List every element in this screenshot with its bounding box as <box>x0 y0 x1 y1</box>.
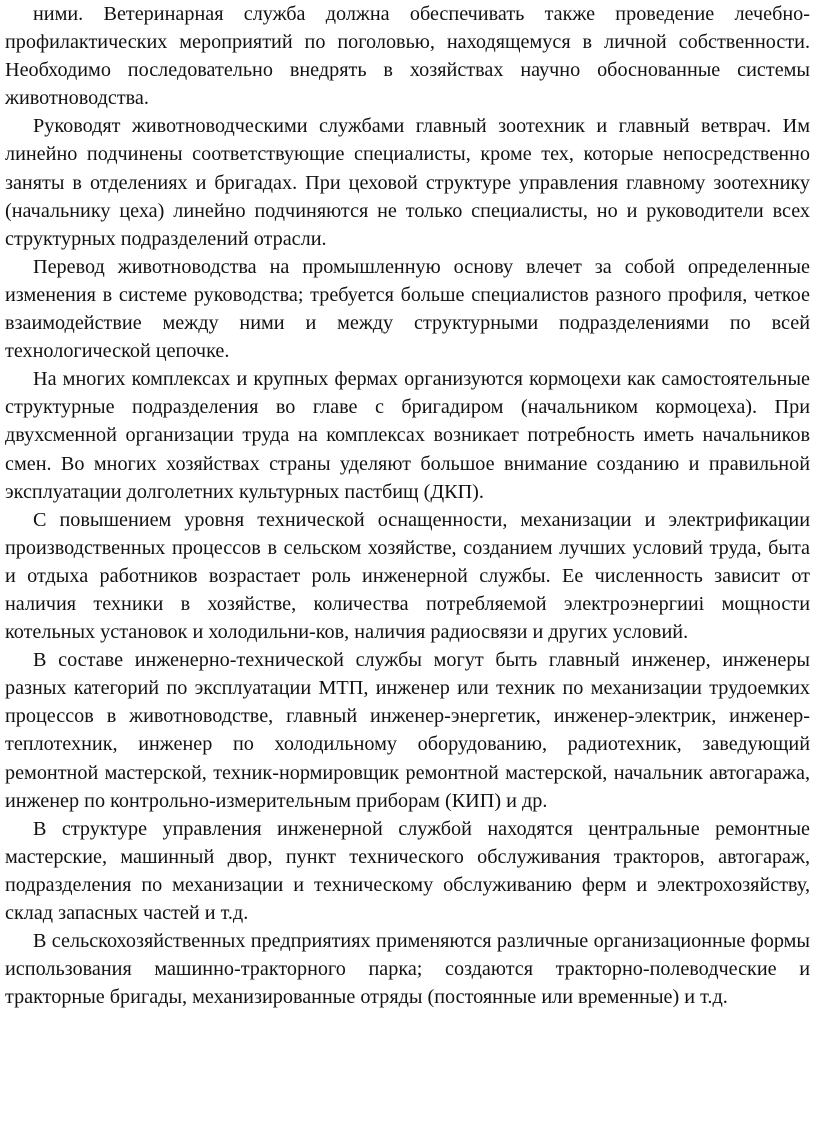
paragraph-3: Перевод животноводства на промышленную основу влечет за собой определенные изменения в системе руководства; требуется больше специалистов разного профиля, четкое взаимодействие между ними и между структурными подразделениями по всей технологической цепочке. <box>5 255 810 363</box>
paragraph-5: С повышением уровня технической оснащенности, механизации и электрификации производственных процессов в сельском хозяйстве, созданием лучших условий труда, быта и отдыха работников возрастает роль инженерной службы. Ее численность зависит от наличия техники в хозяйстве, количества потребляемой электроэнергииі мощности котельных установок и холодильни-ков, наличия радиосвязи и других условий. <box>5 508 810 644</box>
paragraph-1: ними. Ветеринарная служба должна обеспечивать также проведение лечебно-профилактических мероприятий по поголовью, находящемуся в личной собственности. Необходимо последовательно внедрять в хозяйствах научно обоснованные системы животноводства. <box>5 3 810 110</box>
paragraph-6: В составе инженерно-технической службы могут быть главный инженер, инженеры разных категорий по эксплуатации МТП, инженер или техник по механизации трудоемких процессов в животноводстве, главный инженер-энергетик, инженер-электрик, инженер-теплотехник, инженер по холодильному оборудованию, радиотехник, заведующий ремонтной мастерской, техник-нормировщик ремонтной мастерской, начальник автогаража, инженер по контрольно-измерительным приборам (КИП) и др. <box>5 649 810 812</box>
paragraph-7: В структуре управления инженерной службой находятся центральные ремонтные мастерские, машинный двор, пункт технического обслуживания тракторов, автогараж, подразделения по механизации и техническому обслуживанию ферм и электрохозяйству, склад запасных частей и т.д. <box>5 817 810 924</box>
paragraph-4: На многих комплексах и крупных фермах организуются кормоцехи как самостоятельные структурные подразделения во главе с бригадиром (начальником кормоцеха). При двухсменной организации труда на комплексах возникает потребность иметь начальников смен. Во многих хозяйствах страны уделяют большое внимание созданию и правильной эксплуатации долголетних культурных пастбищ (ДКП). <box>5 368 810 503</box>
paragraph-2: Руководят животноводческими службами главный зоотехник и главный ветврач. Им линейно подчинены соответствующие специалисты, кроме тех, которые непосредственно заняты в отделениях и бригадах. При цеховой структуре управления главному зоотехнику (начальнику цеха) линейно подчиняются не только специалисты, но и руководители всех структурных подразделений отрасли. <box>5 115 810 250</box>
paragraph-8: В сельскохозяйственных предприятиях применяются различные организационные формы использования машинно-тракторного парка; создаются тракторно-полеводческие и тракторные бригады, механизированные отряды (постоянные или временные) и т.д. <box>5 930 810 1009</box>
